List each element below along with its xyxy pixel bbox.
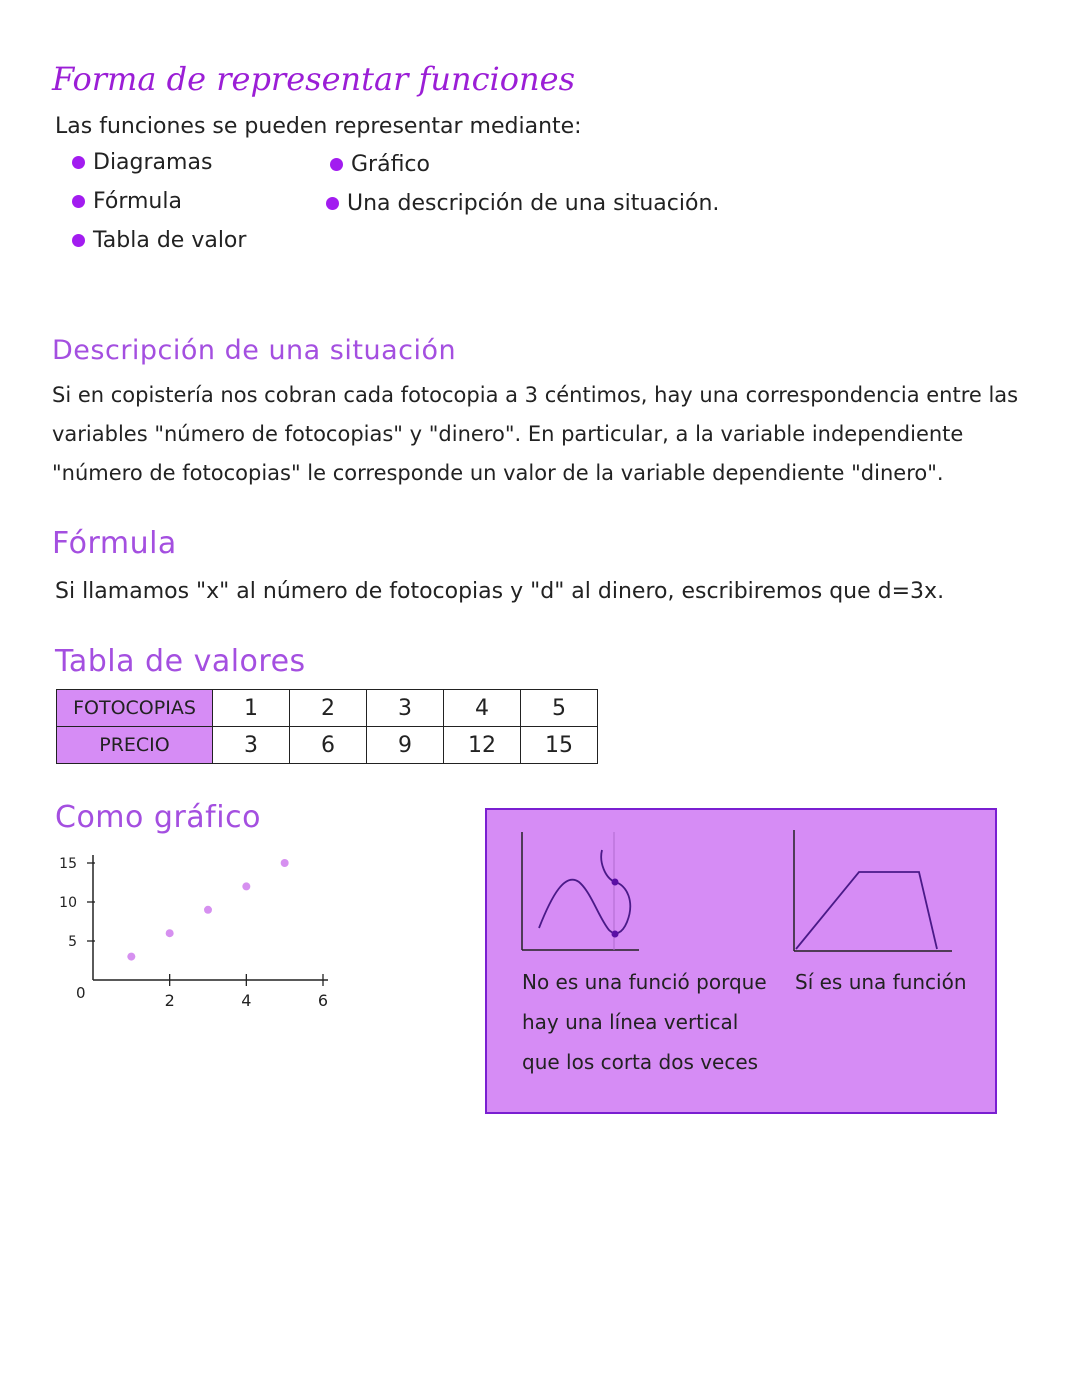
data-point [127, 953, 135, 961]
table-cell: 3 [213, 727, 290, 764]
bullet-dot-icon [72, 156, 85, 169]
bullet-descripcion: Una descripción de una situación. [326, 191, 719, 216]
table-cell: 9 [367, 727, 444, 764]
table-cell: 3 [367, 690, 444, 727]
data-point [281, 859, 289, 867]
row-header-precio: PRECIO [57, 727, 213, 764]
bullet-formula: Fórmula [72, 189, 182, 214]
bullet-dot-icon [72, 234, 85, 247]
table-cell: 2 [290, 690, 367, 727]
bullet-dot-icon [72, 195, 85, 208]
x-tick-label: 6 [317, 991, 329, 1010]
table-cell: 12 [444, 727, 521, 764]
formula-heading: Fórmula [52, 526, 177, 561]
page-title: Forma de representar funciones [52, 60, 575, 98]
intersection-point [612, 879, 619, 886]
non-function-caption: No es una funció porque hay una línea vertical que los corta dos veces [522, 970, 767, 1074]
values-table [56, 689, 598, 764]
origin-label: 0 [76, 984, 86, 1002]
function-examples-card [485, 808, 997, 1114]
descripcion-line: Si en copistería nos cobran cada fotocopia a 3 céntimos, hay una correspondencia entre las [52, 383, 1019, 407]
table-row-fotocopias [57, 690, 598, 727]
data-point [166, 929, 174, 937]
descripcion-line: variables "número de fotocopias" y "dinero". En particular, a la variable independiente [52, 422, 964, 446]
non-function-graph [522, 832, 639, 950]
intro-text: Las funciones se pueden representar mediante: [55, 114, 582, 139]
bullet-dot-icon [326, 197, 339, 210]
bullet-grafico: Gráfico [330, 152, 430, 177]
table-cell: 6 [290, 727, 367, 764]
data-point [204, 906, 212, 914]
descripcion-heading: Descripción de una situación [52, 335, 457, 366]
scatter-chart [40, 845, 360, 1025]
intersection-point [612, 931, 619, 938]
function-caption: Sí es una función [795, 970, 967, 994]
bullet-dot-icon [330, 158, 343, 171]
table-cell: 1 [213, 690, 290, 727]
formula-line: Si llamamos "x" al número de fotocopias y "d" al dinero, escribiremos que d=3x. [55, 579, 945, 604]
table-row-precio [57, 727, 598, 764]
x-tick-label: 2 [164, 991, 175, 1010]
bullet-tabla: Tabla de valor [72, 228, 246, 253]
data-point [242, 882, 250, 890]
table-cell: 4 [444, 690, 521, 727]
x-tick-label: 4 [241, 991, 252, 1010]
y-tick-label: 10 [59, 895, 77, 911]
table-cell: 5 [521, 690, 598, 727]
tabla-heading: Tabla de valores [55, 644, 306, 679]
function-graph [794, 830, 952, 951]
bullet-diagramas: Diagramas [72, 150, 212, 175]
row-header-fotocopias: FOTOCOPIAS [57, 690, 213, 727]
y-tick-label: 5 [68, 934, 77, 950]
table-cell: 15 [521, 727, 598, 764]
y-tick-label: 15 [59, 856, 77, 872]
grafico-heading: Como gráfico [55, 800, 261, 835]
descripcion-line: "número de fotocopias" le corresponde un valor de la variable dependiente "dinero". [52, 461, 944, 485]
